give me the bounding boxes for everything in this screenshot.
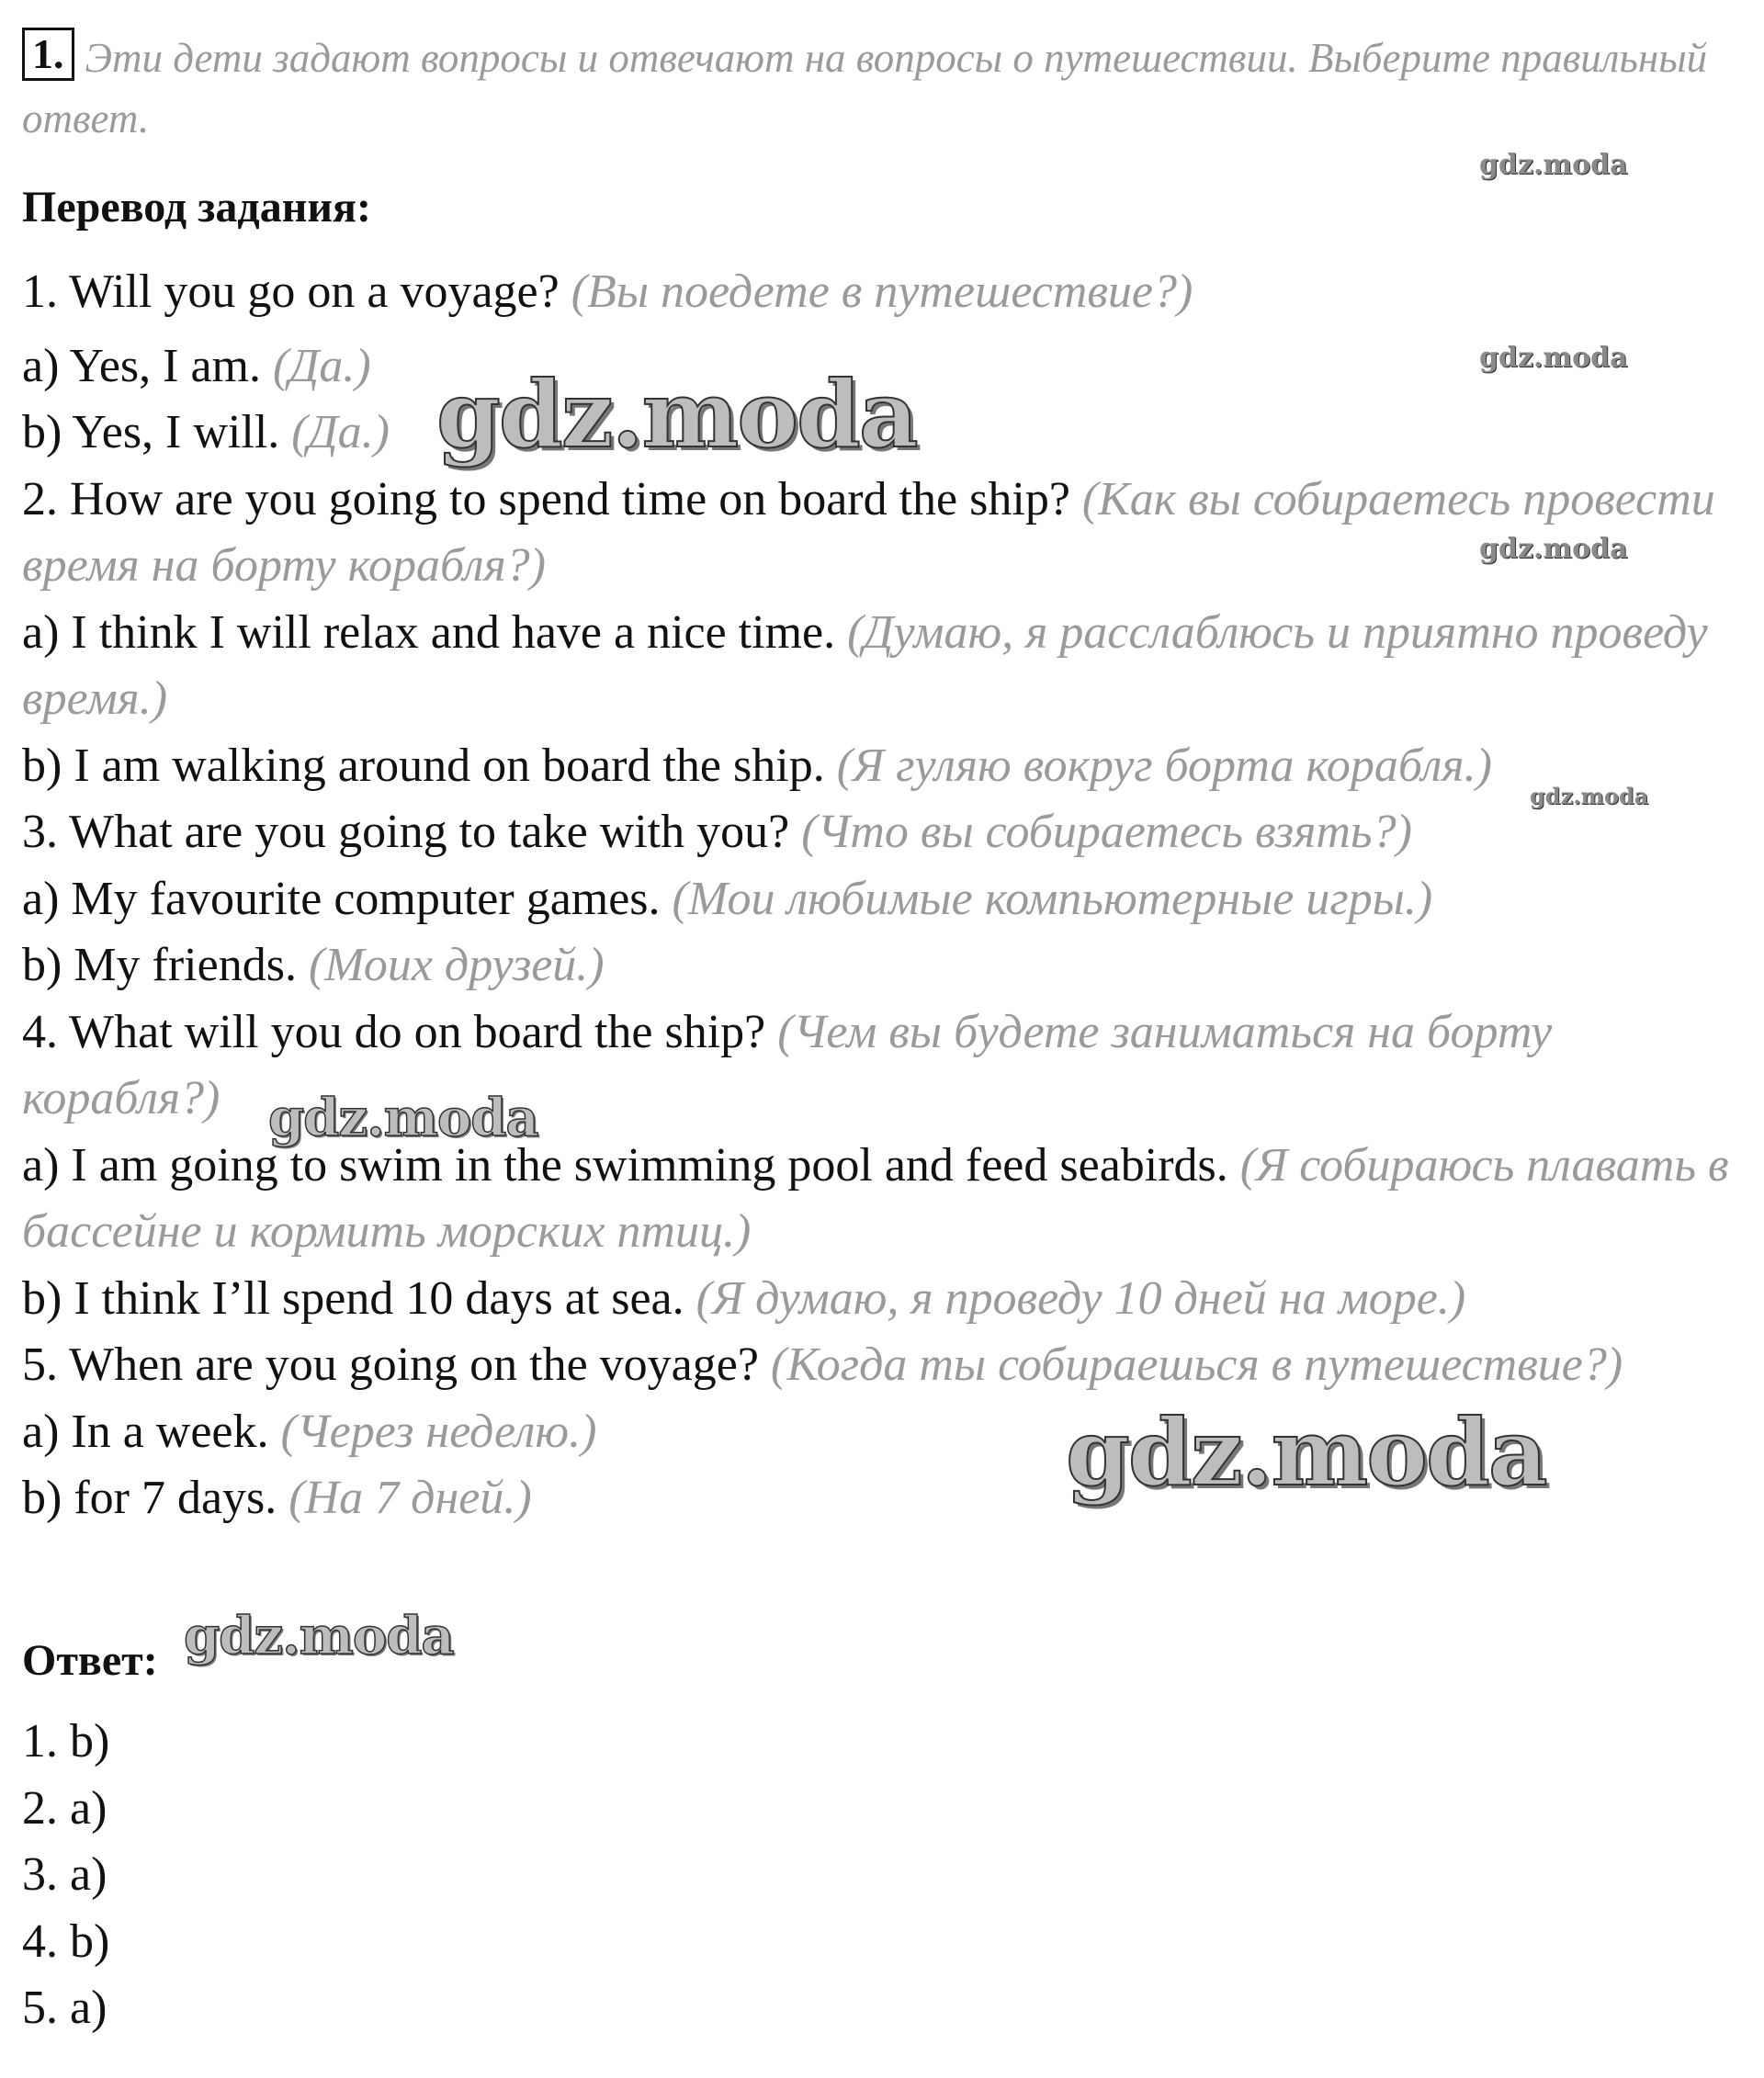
line-q3b (22, 932, 1749, 999)
line-q5 (22, 1332, 1749, 1399)
line-en: b) for 7 days. (22, 1472, 277, 1524)
line-q3 (22, 799, 1749, 866)
task-number: 1. (22, 28, 74, 81)
answer-item: 3. a) (22, 1848, 107, 1901)
watermark: gdz.moda (1479, 149, 1628, 181)
line-ru: (Чем вы будете заниматься на борту корабля?) (22, 1005, 1553, 1124)
task-instruction: Эти дети задают вопросы и отвечают на вопросы о путешествии. Выберите правильный ответ. (22, 35, 1708, 141)
line-q1 (22, 259, 1749, 326)
answer-item: 2. a) (22, 1781, 107, 1835)
line-ru: (Да.) (272, 339, 371, 392)
line-ru: (Да.) (291, 406, 390, 458)
line-ru: (Я собираюсь плавать в бассейне и кормить морских птиц.) (22, 1138, 1729, 1258)
line-ru: (Вы поедете в путешествие?) (571, 265, 1193, 318)
watermark: gdz.moda (1530, 783, 1649, 809)
line-q2a (22, 600, 1749, 733)
line-en: b) My friends. (22, 939, 297, 991)
line-ru: (Мои любимые компьютерные игры.) (672, 872, 1433, 925)
line-ru: (Думаю, я расслаблюсь и приятно проведу время.) (22, 605, 1708, 725)
line-ru: (Что вы собираетесь взять?) (801, 806, 1412, 858)
line-en: a) My favourite computer games. (22, 872, 661, 925)
line-en: 1. Will you go on a voyage? (22, 265, 560, 318)
watermark: gdz.moda (268, 1088, 538, 1148)
line-en: 5. When are you going on the voyage? (22, 1338, 759, 1391)
watermark: gdz.moda (1066, 1398, 1546, 1507)
line-q4a (22, 1133, 1749, 1266)
line-ru: (На 7 дней.) (288, 1472, 532, 1524)
line-en: a) I think I will relax and have a nice time. (22, 605, 836, 659)
watermark: gdz.moda (184, 1606, 454, 1666)
line-q3a (22, 866, 1749, 933)
line-ru: (Через неделю.) (280, 1405, 597, 1458)
line-ru: (Я думаю, я проведу 10 дней на море.) (695, 1271, 1466, 1325)
watermark: gdz.moda (1479, 342, 1628, 374)
answer-item: 4. b) (22, 1914, 110, 1968)
answer-list (22, 1709, 109, 2042)
line-q2b (22, 733, 1749, 800)
line-en: 2. How are you going to spend time on board the ship? (22, 472, 1070, 525)
line-en: a) In a week. (22, 1405, 269, 1458)
task-header (22, 28, 1731, 149)
line-ru: (Моих друзей.) (308, 939, 605, 991)
line-ru: (Когда ты собираешься в путешествие?) (770, 1338, 1623, 1391)
line-q4b (22, 1266, 1749, 1333)
line-en: a) I am going to swim in the swimming pool and feed seabirds. (22, 1138, 1228, 1191)
line-en: 4. What will you do on board the ship? (22, 1005, 766, 1058)
translation-header: Перевод задания: (22, 183, 371, 232)
answer-header: Ответ: (22, 1636, 158, 1685)
line-en: 3. What are you going to take with you? (22, 806, 790, 858)
watermark: gdz.moda (436, 360, 917, 469)
watermark: gdz.moda (1479, 533, 1628, 565)
line-ru: (Как вы собираетесь провести время на борту корабля?) (22, 472, 1715, 592)
answer-item: 5. a) (22, 1982, 107, 2034)
line-en: a) Yes, I am. (22, 339, 261, 392)
line-en: b) Yes, I will. (22, 406, 280, 458)
line-en: b) I am walking around on board the ship. (22, 739, 825, 792)
line-ru: (Я гуляю вокруг борта корабля.) (836, 739, 1492, 792)
line-en: b) I think I’ll spend 10 days at sea. (22, 1271, 684, 1325)
answer-item: 1. b) (22, 1715, 110, 1767)
